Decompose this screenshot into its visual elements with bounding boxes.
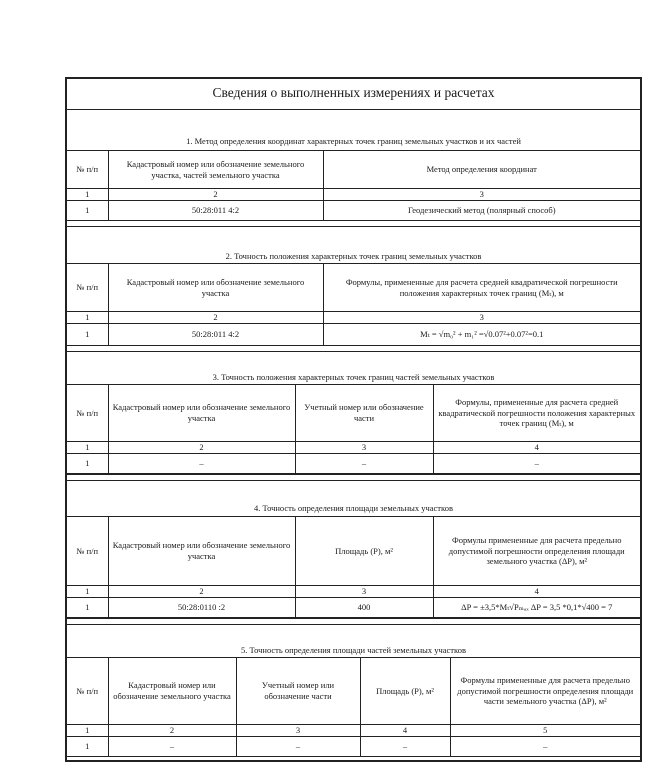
section-5-table <box>67 657 640 757</box>
row-number: 1 <box>67 201 108 221</box>
cadastral-number-cell: – <box>108 737 236 757</box>
measurement-report <box>65 77 642 762</box>
column-number: 2 <box>108 312 323 324</box>
formula-cell: – <box>450 737 640 757</box>
section-5-title: 5. Точность определения площади частей земельных участков <box>241 645 466 655</box>
header-formula: Формулы, примененные для расчета средней квадратической погрешности положения характерных точек границ (Mₜ), м <box>433 385 640 442</box>
method-cell: Геодезический метод (полярный способ) <box>323 201 640 221</box>
table-row <box>67 598 640 618</box>
table-header-row <box>67 658 640 725</box>
formula-cell: Mₜ = √m₀² + m₁² =√0.07²+0.07²=0.1 <box>323 324 640 346</box>
header-cadastral-number: Кадастровый номер или обозначение земельного участка <box>108 264 323 312</box>
part-number-cell: – <box>295 454 433 474</box>
header-number: № п/п <box>67 264 108 312</box>
cadastral-number-cell: – <box>108 454 295 474</box>
column-number: 4 <box>433 586 640 598</box>
formula-cell: – <box>433 454 640 474</box>
header-method: Метод определения координат <box>323 151 640 189</box>
section-1-table <box>67 150 640 221</box>
header-number: № п/п <box>67 151 108 189</box>
column-number-row <box>67 442 640 454</box>
column-number: 3 <box>236 725 360 737</box>
cadastral-number-cell: 50:28:011 4:2 <box>108 201 323 221</box>
table-header-row <box>67 385 640 442</box>
table-row <box>67 201 640 221</box>
column-number: 2 <box>108 442 295 454</box>
area-cell: – <box>360 737 450 757</box>
header-area: Площадь (P), м² <box>360 658 450 725</box>
header-part-number: Учетный номер или обозначение части <box>295 385 433 442</box>
section-gap <box>67 618 640 625</box>
column-number-row <box>67 189 640 201</box>
section-gap <box>67 220 640 227</box>
column-number: 5 <box>450 725 640 737</box>
header-cadastral-number: Кадастровый номер или обозначение земельного участка <box>108 385 295 442</box>
section-4-title: 4. Точность определения площади земельных участков <box>254 503 453 513</box>
column-number: 3 <box>295 586 433 598</box>
table-row <box>67 324 640 346</box>
header-part-number: Учетный номер или обозначение части <box>236 658 360 725</box>
header-cadastral-number: Кадастровый номер или обозначение земельного участка <box>108 517 295 586</box>
formula-cell: ΔP = ±3,5*Mₜ√Pₘₐₓ ΔP = 3,5 *0,1*√400 = 7 <box>433 598 640 618</box>
section-4-table <box>67 516 640 618</box>
header-number: № п/п <box>67 385 108 442</box>
header-number: № п/п <box>67 658 108 725</box>
table-header-row <box>67 151 640 189</box>
column-number-row <box>67 586 640 598</box>
column-number: 1 <box>67 189 108 201</box>
column-number: 3 <box>323 312 640 324</box>
section-2-table <box>67 263 640 346</box>
column-number: 4 <box>360 725 450 737</box>
row-number: 1 <box>67 737 108 757</box>
part-number-cell: – <box>236 737 360 757</box>
area-cell: 400 <box>295 598 433 618</box>
column-number-row <box>67 725 640 737</box>
cadastral-number-cell: 50:28:011 4:2 <box>108 324 323 346</box>
row-number: 1 <box>67 324 108 346</box>
column-number: 1 <box>67 442 108 454</box>
table-row <box>67 737 640 757</box>
column-number-row <box>67 312 640 324</box>
title-divider <box>67 109 640 110</box>
section-3-title: 3. Точность положения характерных точек границ частей земельных участков <box>212 372 495 382</box>
table-header-row <box>67 517 640 586</box>
column-number: 1 <box>67 586 108 598</box>
column-number: 1 <box>67 725 108 737</box>
section-gap <box>67 474 640 481</box>
column-number: 2 <box>108 725 236 737</box>
cadastral-number-cell: 50:28:0110 :2 <box>108 598 295 618</box>
header-formula: Формулы примененные для расчета предельно допустимой погрешности определения площади части земельного участка (ΔP), м² <box>450 658 640 725</box>
header-area: Площадь (P), м² <box>295 517 433 586</box>
column-number: 2 <box>108 189 323 201</box>
section-1-title: 1. Метод определения координат характерных точек границ земельных участков и их частей <box>186 136 521 146</box>
header-cadastral-number: Кадастровый номер или обозначение земельного участка, частей земельного участка <box>108 151 323 189</box>
column-number: 4 <box>433 442 640 454</box>
header-formula: Формулы, примененные для расчета средней квадратической погрешности положения характерных точек границ (Mₜ), м <box>323 264 640 312</box>
section-gap <box>67 345 640 352</box>
section-3-table <box>67 384 640 474</box>
header-formula: Формулы примененные для расчета предельно допустимой погрешности определения площади земельного участка (ΔP), м² <box>433 517 640 586</box>
row-number: 1 <box>67 454 108 474</box>
document-title: Сведения о выполненных измерениях и расчетах <box>212 85 495 100</box>
row-number: 1 <box>67 598 108 618</box>
header-cadastral-number: Кадастровый номер или обозначение земельного участка <box>108 658 236 725</box>
section-2-title: 2. Точность положения характерных точек границ земельных участков <box>225 251 482 261</box>
table-header-row <box>67 264 640 312</box>
header-number: № п/п <box>67 517 108 586</box>
column-number: 1 <box>67 312 108 324</box>
column-number: 3 <box>323 189 640 201</box>
column-number: 2 <box>108 586 295 598</box>
column-number: 3 <box>295 442 433 454</box>
table-row <box>67 454 640 474</box>
